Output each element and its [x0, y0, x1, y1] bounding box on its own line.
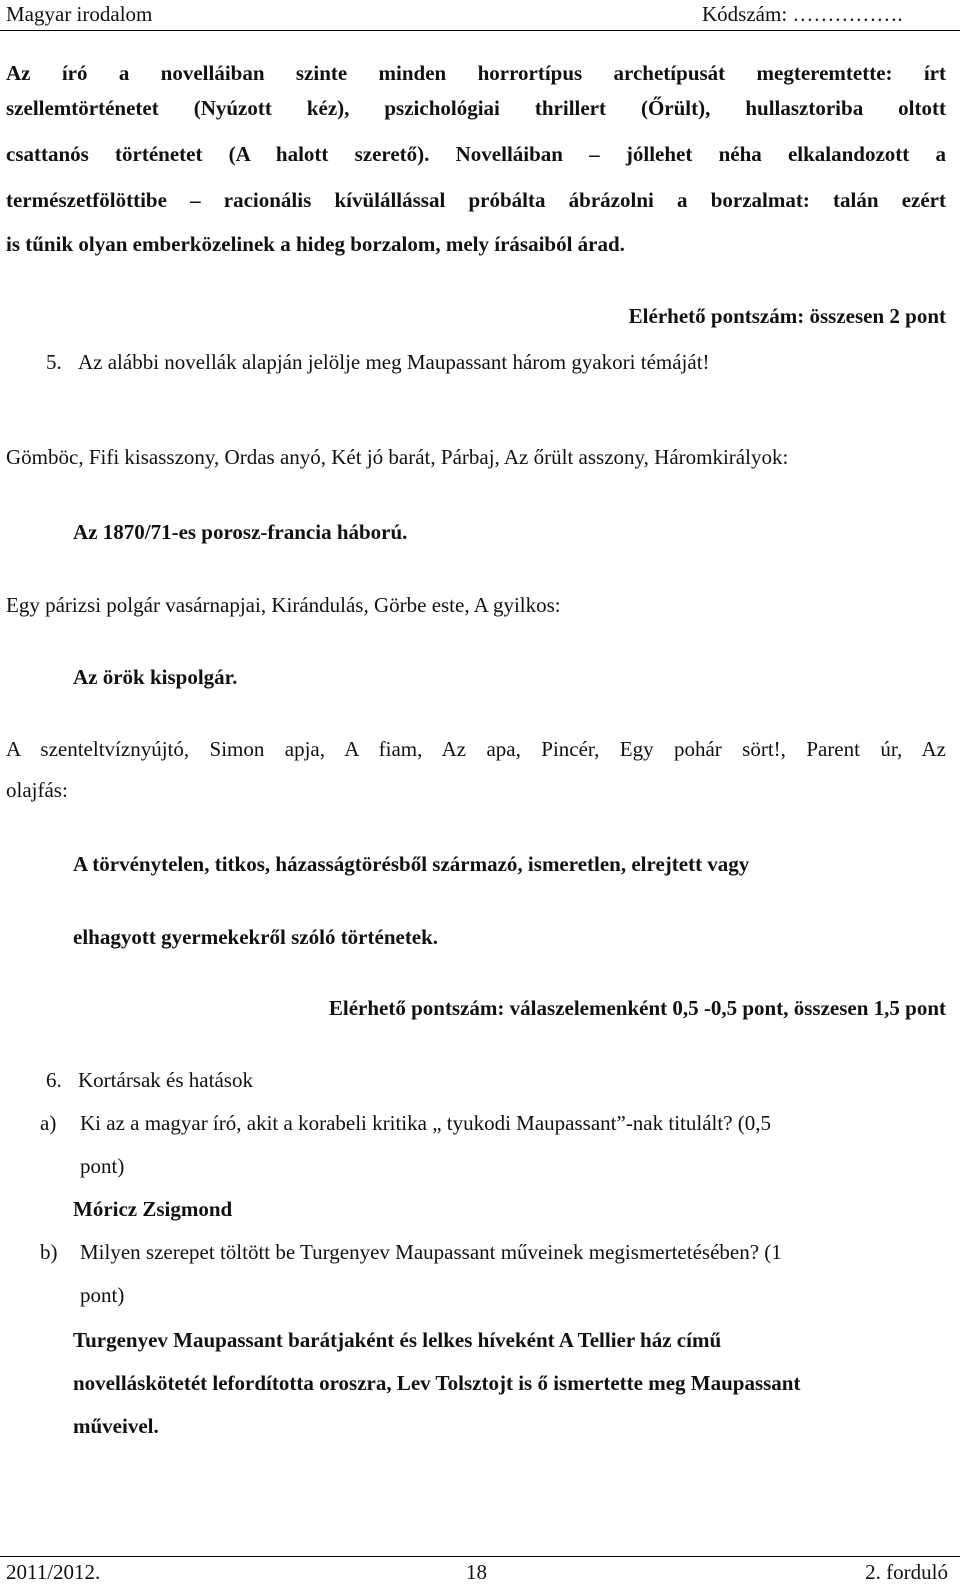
intro-line-4: természetfölöttibe – racionális kívülállással próbálta ábrázolni a borzalmat: talán ezért — [6, 188, 946, 212]
q6-number: 6. — [46, 1068, 62, 1092]
header-code-label: Kódszám: ……………. — [702, 2, 903, 26]
footer-rule — [0, 1556, 960, 1557]
intro-line-3: csattanós történetet (A halott szerető). Novelláiban – jóllehet néha elkalandozott a — [6, 142, 946, 166]
q5-answer-3-line2: elhagyott gyermekekről szóló történetek. — [73, 925, 439, 949]
q5-stories-2: Egy párizsi polgár vasárnapjai, Kirándulás, Görbe este, A gyilkos: — [6, 593, 561, 617]
q5-answer-1: Az 1870/71-es porosz-francia háború. — [73, 520, 408, 544]
q5-answer-2: Az örök kispolgár. — [73, 665, 238, 689]
header-rule — [0, 30, 960, 31]
header-subject: Magyar irodalom — [6, 2, 153, 26]
footer-page-number: 18 — [466, 1560, 487, 1584]
q6a-label: a) — [40, 1111, 57, 1135]
q6b-question-cont: pont) — [80, 1283, 125, 1307]
q5-points: Elérhető pontszám: válaszelemenként 0,5 -0,5 pont, összesen 1,5 pont — [328, 996, 946, 1020]
intro-line-2: szellemtörténetet (Nyúzott kéz), pszichológiai thrillert (Őrült), hullasztoriba oltott — [6, 96, 946, 120]
q6b-answer-line2: novelláskötetét lefordította oroszra, Lev Tolsztojt is ő ismertette meg Maupassant — [73, 1371, 801, 1395]
q5-number: 5. — [46, 350, 62, 374]
q6a-question: Ki az a magyar író, akit a korabeli kritika „ tyukodi Maupassant”-nak titulált? (0,5 — [80, 1111, 772, 1135]
q5-stories-3-line1: A szenteltvíznyújtó, Simon apja, A fiam, Az apa, Pincér, Egy pohár sört!, Parent úr, Az — [6, 737, 946, 761]
q6b-question: Milyen szerepet töltött be Turgenyev Maupassant műveinek megismertetésében? (1 — [80, 1240, 782, 1264]
q5-question: Az alábbi novellák alapján jelölje meg Maupassant három gyakori témáját! — [78, 350, 710, 374]
footer-round: 2. forduló — [865, 1560, 948, 1584]
q6a-answer: Móricz Zsigmond — [73, 1197, 233, 1221]
q6-title: Kortársak és hatások — [78, 1068, 253, 1092]
q6b-answer-line3: műveivel. — [73, 1414, 159, 1438]
q6b-answer-line1: Turgenyev Maupassant barátjaként és lelkes híveként A Tellier ház című — [73, 1328, 722, 1352]
points-total-1: Elérhető pontszám: összesen 2 pont — [628, 304, 946, 328]
q6a-question-cont: pont) — [80, 1154, 125, 1178]
q6b-label: b) — [40, 1240, 58, 1264]
intro-line-1: Az író a novelláiban szinte minden horrortípus archetípusát megteremtette: írt — [6, 61, 946, 85]
q5-stories-1: Gömböc, Fifi kisasszony, Ordas anyó, Két jó barát, Párbaj, Az őrült asszony, Háromkirályok: — [6, 445, 789, 469]
q5-answer-3-line1: A törvénytelen, titkos, házasságtörésből származó, ismeretlen, elrejtett vagy — [73, 852, 750, 876]
intro-line-5: is tűnik olyan emberközelinek a hideg borzalom, mely írásaiból árad. — [6, 232, 625, 256]
q5-stories-3-line2: olajfás: — [6, 778, 68, 802]
footer-year: 2011/2012. — [6, 1560, 101, 1584]
